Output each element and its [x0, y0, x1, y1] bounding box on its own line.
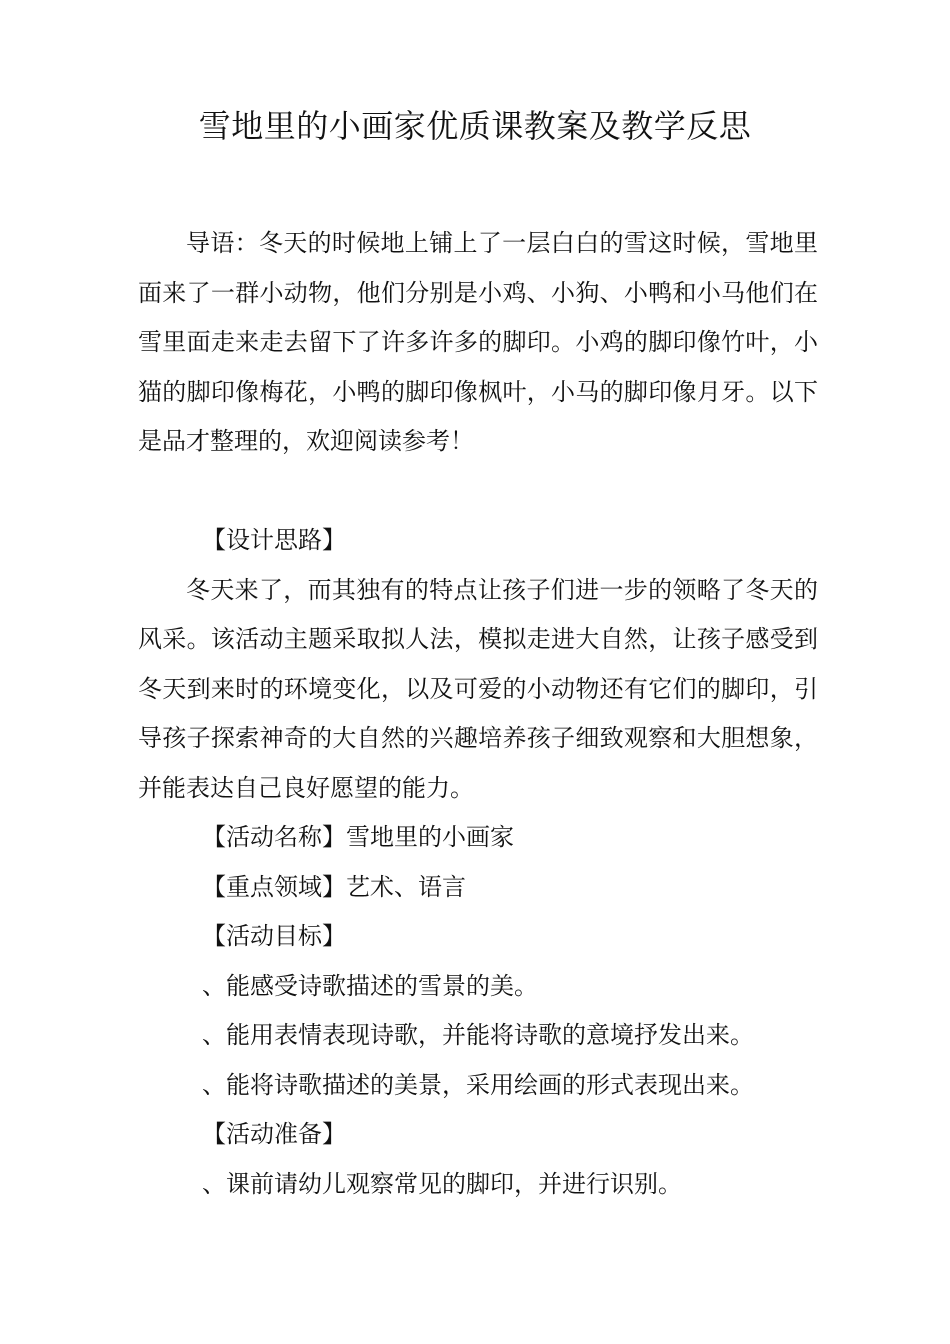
intro-section [138, 219, 818, 467]
design-heading: 【设计思路】 [202, 526, 346, 554]
intro-paragraph: 导语：冬天的时候地上铺上了一层白白的雪这时候，雪地里面来了一群小动物，他们分别是小鸡、小狗、小鸭和小马他们在雪里面走来走去留下了许多许多的脚印。小鸡的脚印像竹叶，小猫的脚印像梅花，小鸭的脚印像枫叶，小马的脚印像月牙。以下是品才整理的，欢迎阅读参考！ [138, 229, 818, 455]
goal-item: 、能感受诗歌描述的雪景的美。 [202, 971, 538, 1000]
goal-item: 、能将诗歌描述的美景，采用绘画的形式表现出来。 [202, 1070, 754, 1099]
prep-heading: 【活动准备】 [202, 1120, 346, 1148]
key-field-line: 【重点领域】艺术、语言 [202, 872, 466, 901]
design-paragraph: 冬天来了，而其独有的特点让孩子们进一步的领略了冬天的风采。该活动主题采取拟人法，模拟走进大自然，让孩子感受到冬天到来时的环境变化，以及可爱的小动物还有它们的脚印，引导孩子探索神奇的大自然的兴趣培养孩子细致观察和大胆想象，并能表达自己良好愿望的能力。 [138, 575, 818, 802]
document-title: 雪地里的小画家优质课教案及教学反思 [198, 107, 752, 145]
goal-item: 、能用表情表现诗歌，并能将诗歌的意境抒发出来。 [202, 1021, 754, 1049]
lesson-plan-section [138, 516, 818, 1209]
goals-heading: 【活动目标】 [202, 922, 346, 950]
prep-item: 、课前请幼儿观察常见的脚印，并进行识别。 [202, 1169, 682, 1198]
activity-name-line: 【活动名称】雪地里的小画家 [202, 823, 514, 851]
